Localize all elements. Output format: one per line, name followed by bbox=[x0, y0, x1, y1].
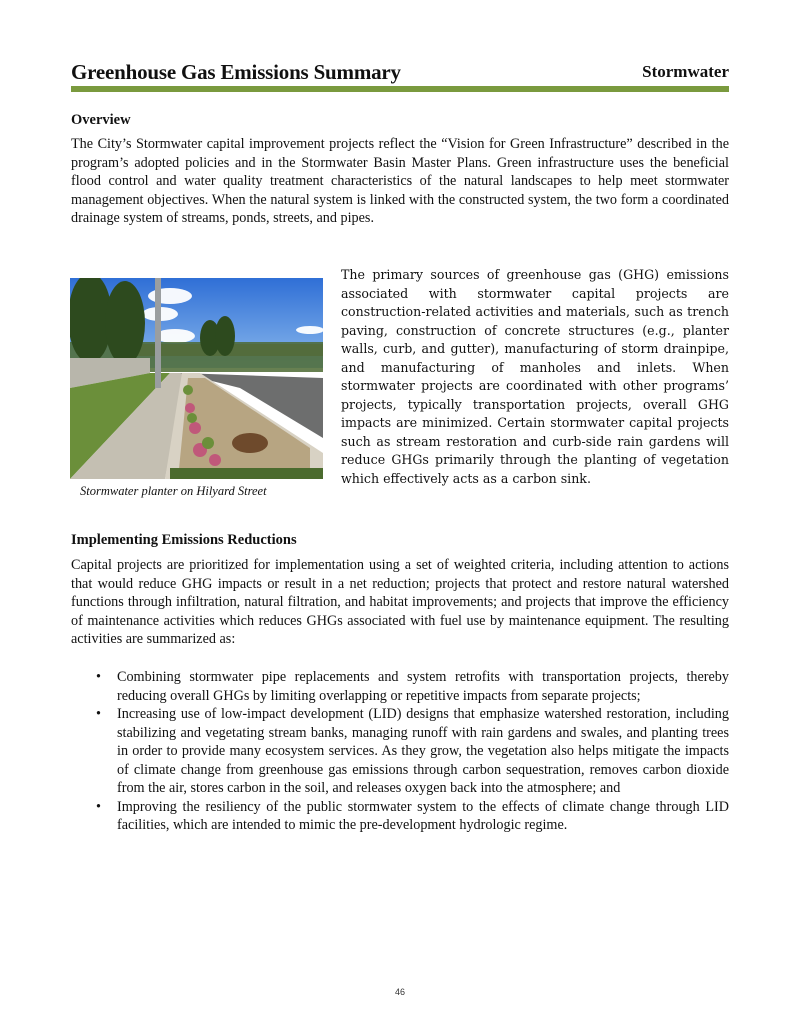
list-item bbox=[71, 668, 729, 705]
photo-illustration bbox=[70, 278, 323, 479]
page-title: Greenhouse Gas Emissions Summary bbox=[71, 60, 401, 84]
light-pole bbox=[155, 278, 161, 388]
list-item-text: Improving the resiliency of the public stormwater system to the effects of climate change through LID facilities, which are intended to mimic the pre-development hydrologic regime. bbox=[117, 798, 729, 833]
overview-heading: Overview bbox=[71, 112, 131, 128]
list-item bbox=[71, 798, 729, 835]
header-rule bbox=[71, 86, 729, 92]
page-number: 46 bbox=[394, 987, 405, 997]
ghg-sources-paragraph: The primary sources of greenhouse gas (GHG) emissions associated with stormwater capital projects are construction-related activities and materials, such as trench paving, construction of concrete structures (e.g., planter walls, curb, and gutter), manufacturing of storm drainpipe, and manufacturing of manholes and inlets. When stormwater projects are coordinated with other programs’ projects, typically transportation projects, overall GHG impacts are minimized. Certain stormwater capital projects such as stream restoration and curb-side rain gardens will reduce GHGs primarily through the planting of vegetation which effectively acts as a carbon sink. bbox=[341, 267, 729, 486]
list-item-text: Increasing use of low-impact development (LID) designs that emphasize watershed restoration, including stabilizing and vegetating stream banks, managing runoff with rain gardens and swales, and planting trees in order to provide many ecosystem services. As they grow, the vegetation also helps mitigate the impacts of climate change from greenhouse gas emissions through carbon sequestration, removes carbon dioxide from the air, stores carbon in the soil, and releases oxygen back into the atmosphere; and bbox=[117, 706, 729, 796]
list-item bbox=[71, 705, 729, 798]
implementing-heading: Implementing Emissions Reductions bbox=[71, 532, 297, 548]
page-header bbox=[71, 60, 729, 86]
drain-grate bbox=[232, 433, 268, 453]
list-item-text: Combining stormwater pipe replacements and system retrofits with transportation projects, thereby reducing overall GHGs by limiting overlapping or repetitive impacts from separate projects; bbox=[117, 669, 729, 704]
bullet-icon: • bbox=[96, 798, 101, 815]
activities-list bbox=[71, 668, 729, 835]
overview-paragraph: The City’s Stormwater capital improvement projects reflect the “Vision for Green Infrastructure” described in the program’s adopted policies and in the Stormwater Basin Master Plans. Green infrastructure uses the beneficial flood control and water quality treatment characteristics of the natural landscapes to help meet stormwater management objectives. When the natural system is linked with the constructed system, the two form a coordinated drainage system of streams, ponds, streets, and pipes. bbox=[71, 136, 729, 226]
bullet-icon: • bbox=[96, 669, 101, 685]
stormwater-planter-photo bbox=[70, 278, 323, 479]
implementing-paragraph: Capital projects are prioritized for implementation using a set of weighted criteria, including attention to actions that would reduce GHG impacts or result in a net reduction; projects that protect and restore natural watershed functions through infiltration, natural filtration, and habitat improvements; and projects that improve the efficiency of maintenance activities which reduces GHGs associated with fuel use by maintenance equipment. The resulting activities are summarized as: bbox=[71, 557, 729, 647]
section-label: Stormwater bbox=[642, 62, 729, 81]
bullet-icon: • bbox=[96, 706, 101, 722]
photo-caption: Stormwater planter on Hilyard Street bbox=[80, 484, 267, 498]
grass-bottom bbox=[170, 468, 323, 479]
